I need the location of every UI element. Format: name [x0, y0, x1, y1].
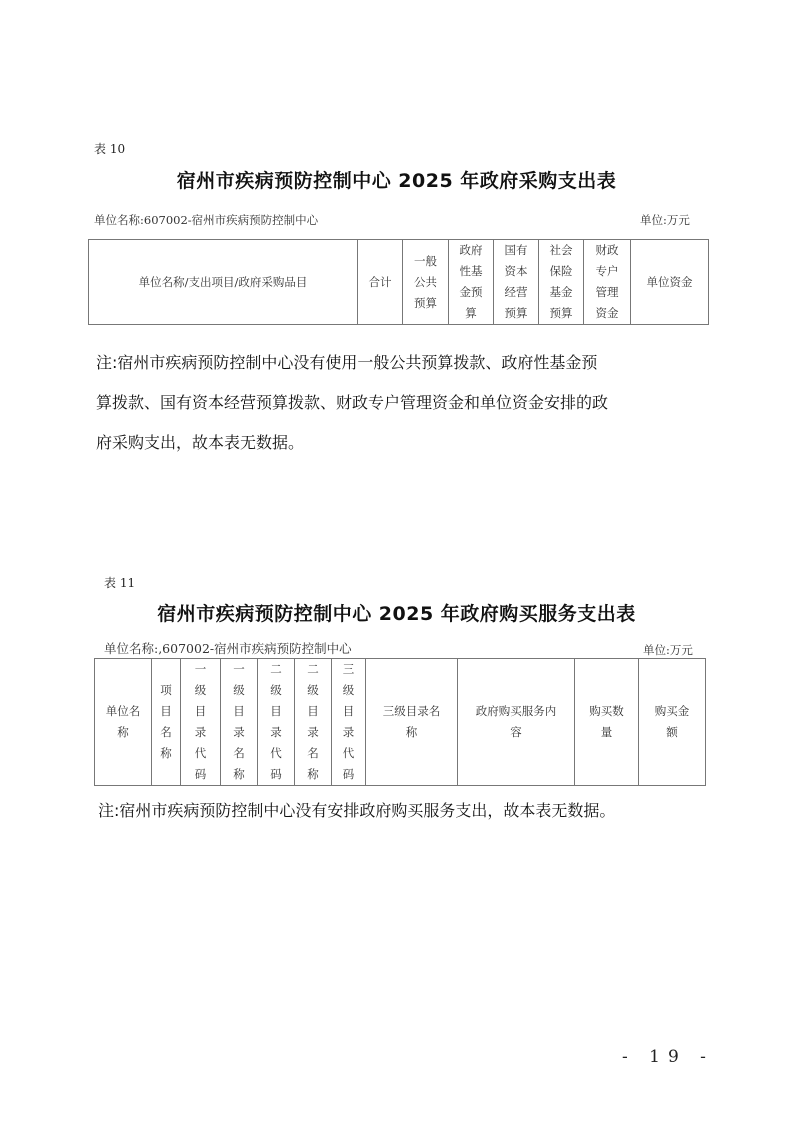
table11: [94, 658, 706, 786]
table10-label: 表 10: [94, 142, 126, 156]
table10-unit: 单位:万元: [640, 213, 690, 227]
header-total: 合计: [358, 240, 403, 325]
table11-header-row: [95, 659, 706, 786]
table10-header-row: [89, 240, 709, 325]
header-fiscal-account: 财政 专户 管理 资金: [584, 240, 631, 325]
page-number: - 19 -: [622, 1047, 714, 1067]
header-state-capital: 国有 资本 经营 预算: [494, 240, 539, 325]
header-l3-code: 三 级 目 录 代 码: [332, 659, 366, 786]
table11-unit: 单位:万元: [643, 643, 693, 657]
table10-note: [96, 343, 608, 463]
header-l1-name: 一 级 目 录 名 称: [221, 659, 258, 786]
table11-note: 注:宿州市疾病预防控制中心没有安排政府购买服务支出，故本表无数据。: [98, 801, 616, 820]
header-l1-code: 一 级 目 录 代 码: [181, 659, 221, 786]
header-unit-item: 单位名称/支出项目/政府采购品目: [89, 240, 358, 325]
header-unit-funds: 单位资金: [631, 240, 709, 325]
table10-title: 宿州市疾病预防控制中心 2025 年政府采购支出表: [176, 170, 617, 192]
header-project-name: 项 目 名 称: [152, 659, 181, 786]
header-amount: 购买金 额: [639, 659, 706, 786]
header-unit-name: 单位名 称: [95, 659, 152, 786]
note-line: 府采购支出，故本表无数据。: [96, 433, 305, 452]
table11-title: 宿州市疾病预防控制中心 2025 年政府购买服务支出表: [157, 603, 636, 625]
header-l2-code: 二 级 目 录 代 码: [258, 659, 295, 786]
header-l3-name: 三级目录名 称: [366, 659, 458, 786]
note-line: 注:宿州市疾病预防控制中心没有使用一般公共预算拨款、政府性基金预: [96, 353, 598, 372]
header-social-insurance: 社会 保险 基金 预算: [539, 240, 584, 325]
header-l2-name: 二 级 目 录 名 称: [295, 659, 332, 786]
header-quantity: 购买数 量: [575, 659, 639, 786]
note-line: 算拨款、国有资本经营预算拨款、财政专户管理资金和单位资金安排的政: [96, 393, 609, 412]
table11-label: 表 11: [104, 576, 136, 590]
header-general-budget: 一般 公共 预算: [403, 240, 449, 325]
table10-unit-name: 单位名称:607002-宿州市疾病预防控制中心: [94, 213, 319, 227]
header-gov-fund: 政府 性基 金预 算: [449, 240, 494, 325]
header-service-content: 政府购买服务内 容: [458, 659, 575, 786]
table11-unit-name: 单位名称:,607002-宿州市疾病预防控制中心: [104, 641, 352, 656]
table10: [88, 239, 709, 325]
